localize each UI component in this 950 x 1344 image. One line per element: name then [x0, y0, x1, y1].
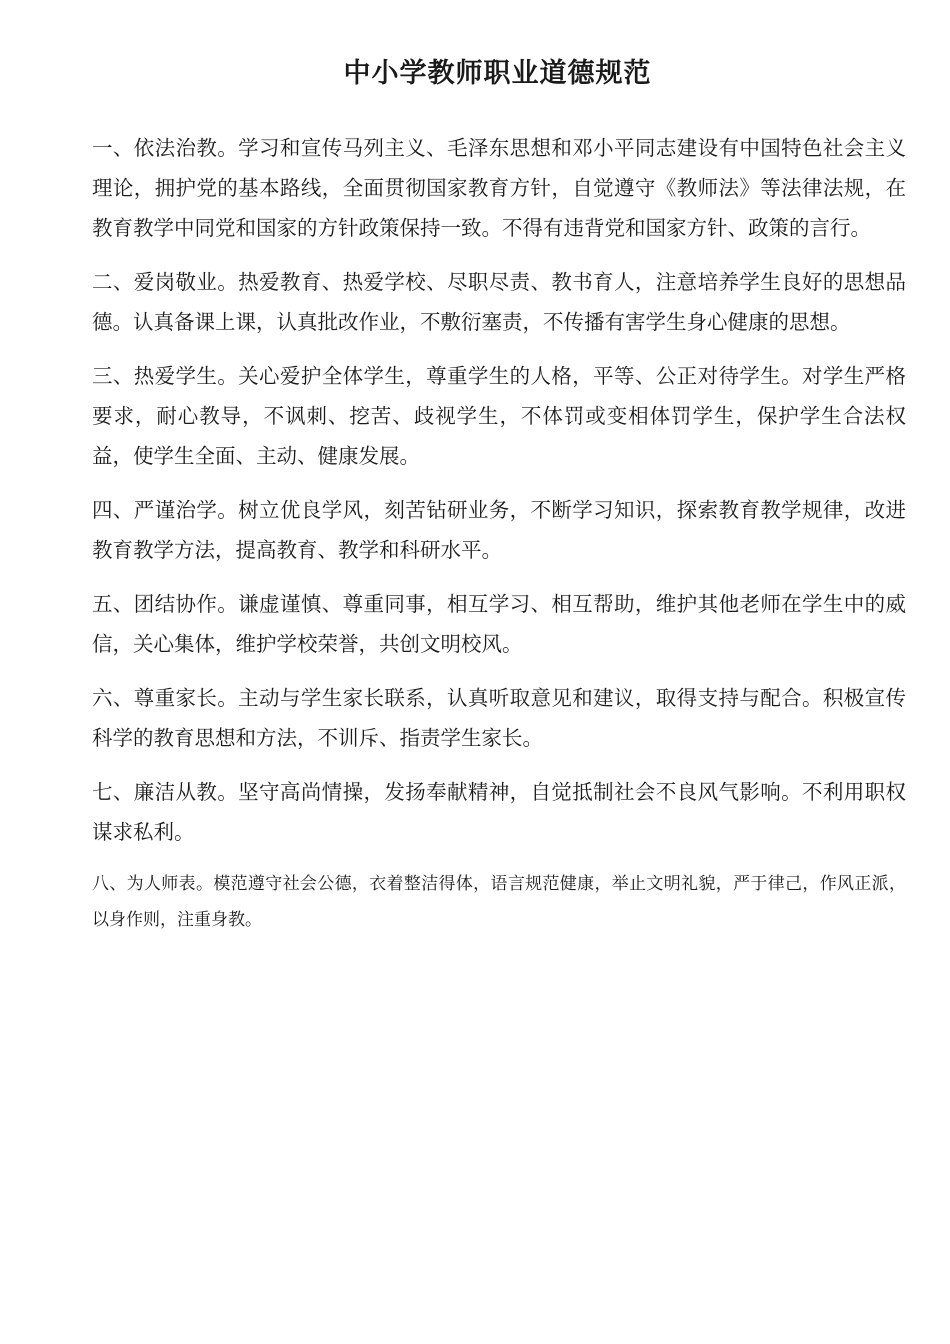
paragraph-6: 六、尊重家长。主动与学生家长联系，认真听取意见和建议，取得支持与配合。积极宣传科学的教育思想和方法，不训斥、指责学生家长。: [92, 686, 906, 750]
paragraph-8: 八、为人师表。模范遵守社会公德，衣着整洁得体，语言规范健康，举止文明礼貌，严于律己，作风正派，以身作则，注重身教。: [92, 874, 906, 930]
paragraph-3: 三、热爱学生。关心爱护全体学生，尊重学生的人格，平等、公正对待学生。对学生严格要求，耐心教导，不讽刺、挖苦、歧视学生，不体罚或变相体罚学生，保护学生合法权益，使学生全面、主动、健康发展。: [92, 364, 906, 468]
paragraph-4: 四、严谨治学。树立优良学风，刻苦钻研业务，不断学习知识，探索教育教学规律，改进教育教学方法，提高教育、教学和科研水平。: [92, 498, 906, 562]
paragraph-1: 一、依法治教。学习和宣传马列主义、毛泽东思想和邓小平同志建设有中国特色社会主义理论，拥护党的基本路线，全面贯彻国家教育方针，自觉遵守《教师法》等法律法规，在教育教学中同党和国家的方针政策保持一致。不得有违背党和国家方针、政策的言行。: [92, 136, 906, 240]
document-body: [92, 128, 906, 952]
paragraph-7: 七、廉洁从教。坚守高尚情操，发扬奉献精神，自觉抵制社会不良风气影响。不利用职权谋求私利。: [92, 780, 906, 844]
paragraph-5: 五、团结协作。谦虚谨慎、尊重同事，相互学习、相互帮助，维护其他老师在学生中的威信，关心集体，维护学校荣誉，共创文明校风。: [92, 592, 906, 656]
document-title: 中小学教师职业道德规范: [343, 58, 652, 89]
paragraph-2: 二、爱岗敬业。热爱教育、热爱学校、尽职尽责、教书育人，注意培养学生良好的思想品德。认真备课上课，认真批改作业，不敷衍塞责，不传播有害学生身心健康的思想。: [92, 270, 906, 334]
